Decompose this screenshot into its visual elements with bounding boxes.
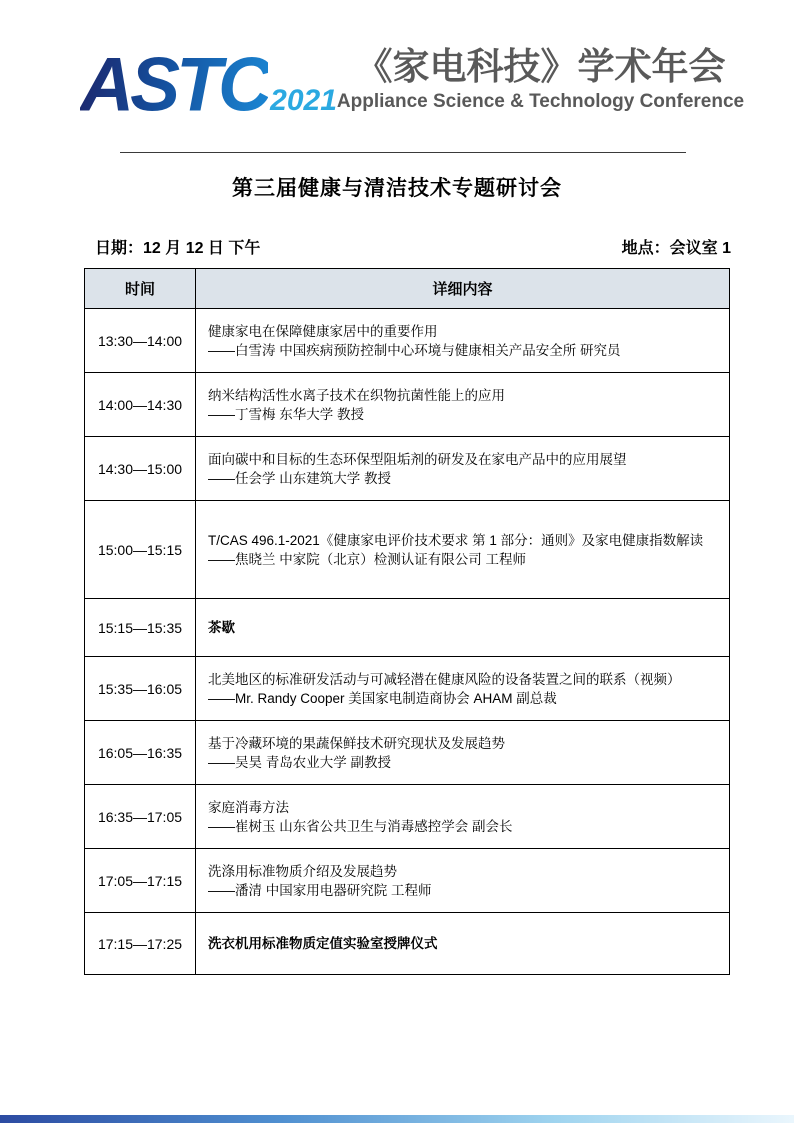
conference-title-block	[337, 42, 744, 115]
time-cell: 14:30—15:00	[85, 437, 196, 501]
table-row	[85, 437, 730, 501]
date-label: 日期：12 月 12 日 下午	[95, 240, 261, 257]
content-cell	[196, 785, 730, 849]
content-line: 北美地区的标准研发活动与可减轻潜在健康风险的设备装置之间的联系（视频）	[208, 671, 681, 687]
content-cell	[196, 501, 730, 599]
content-line: ——任会学 山东建筑大学 教授	[208, 470, 392, 486]
conference-title-en: Appliance Science & Technology Conference	[336, 91, 745, 112]
header-divider	[120, 152, 686, 153]
content-line: 家庭消毒方法	[208, 799, 289, 815]
table-row	[85, 785, 730, 849]
content-line: 健康家电在保障健康家居中的重要作用	[208, 323, 438, 339]
content-cell	[196, 373, 730, 437]
time-cell: 14:00—14:30	[85, 373, 196, 437]
time-cell: 13:30—14:00	[85, 309, 196, 373]
content-line: T/CAS 496.1-2021《健康家电评价技术要求 第 1 部分：通则》及家电健康指数解读	[208, 532, 704, 548]
schedule-body	[85, 309, 730, 975]
content-cell	[196, 309, 730, 373]
content-line: ——丁雪梅 东华大学 教授	[208, 406, 365, 422]
meta-row	[95, 235, 731, 258]
content-line: 纳米结构活性水离子技术在织物抗菌性能上的应用	[208, 387, 505, 403]
content-line: ——焦晓兰 中家院（北京）检测认证有限公司 工程师	[208, 551, 527, 567]
content-line: ——Mr. Randy Cooper 美国家电制造商协会 AHAM 副总裁	[208, 690, 557, 706]
content-cell	[196, 599, 730, 657]
table-row	[85, 913, 730, 975]
location-label: 地点：会议室 1	[621, 240, 731, 257]
time-column-header: 时间	[85, 269, 196, 309]
content-cell	[196, 913, 730, 975]
banner	[80, 41, 745, 137]
content-cell	[196, 657, 730, 721]
session-title: 第三届健康与清洁技术专题研讨会	[232, 177, 562, 200]
time-cell: 17:15—17:25	[85, 913, 196, 975]
content-line: 茶歇	[208, 620, 235, 635]
astc-logo	[80, 41, 337, 127]
table-row	[85, 849, 730, 913]
content-cell	[196, 849, 730, 913]
content-line: 洗衣机用标准物质定值实验室授牌仪式	[208, 936, 438, 951]
content-line: ——潘清 中国家用电器研究院 工程师	[208, 882, 432, 898]
time-cell: 17:05—17:15	[85, 849, 196, 913]
schedule-table	[84, 268, 730, 975]
table-row	[85, 373, 730, 437]
astc-logo-text: ASTC	[80, 41, 269, 127]
conference-title-zh: 《家电科技》学术年会	[355, 46, 726, 87]
time-cell: 15:35—16:05	[85, 657, 196, 721]
content-line: 洗涤用标准物质介绍及发展趋势	[208, 863, 397, 879]
content-cell	[196, 721, 730, 785]
content-column-header: 详细内容	[196, 269, 730, 309]
time-cell: 15:15—15:35	[85, 599, 196, 657]
content-line: ——吴昊 青岛农业大学 副教授	[208, 754, 392, 770]
table-header-row	[85, 269, 730, 309]
time-cell: 16:05—16:35	[85, 721, 196, 785]
time-cell: 16:35—17:05	[85, 785, 196, 849]
table-row	[85, 309, 730, 373]
content-line: 面向碳中和目标的生态环保型阻垢剂的研发及在家电产品中的应用展望	[208, 451, 627, 467]
table-row	[85, 501, 730, 599]
astc-logo-year: 2021	[270, 84, 337, 117]
time-cell: 15:00—15:15	[85, 501, 196, 599]
content-line: 基于冷藏环境的果蔬保鲜技术研究现状及发展趋势	[208, 735, 505, 751]
content-cell	[196, 437, 730, 501]
footer-accent-bar	[0, 1115, 794, 1123]
table-row	[85, 721, 730, 785]
content-line: ——白雪涛 中国疾病预防控制中心环境与健康相关产品安全所 研究员	[208, 342, 621, 358]
table-row	[85, 657, 730, 721]
content-line: ——崔树玉 山东省公共卫生与消毒感控学会 副会长	[208, 818, 513, 834]
table-row	[85, 599, 730, 657]
